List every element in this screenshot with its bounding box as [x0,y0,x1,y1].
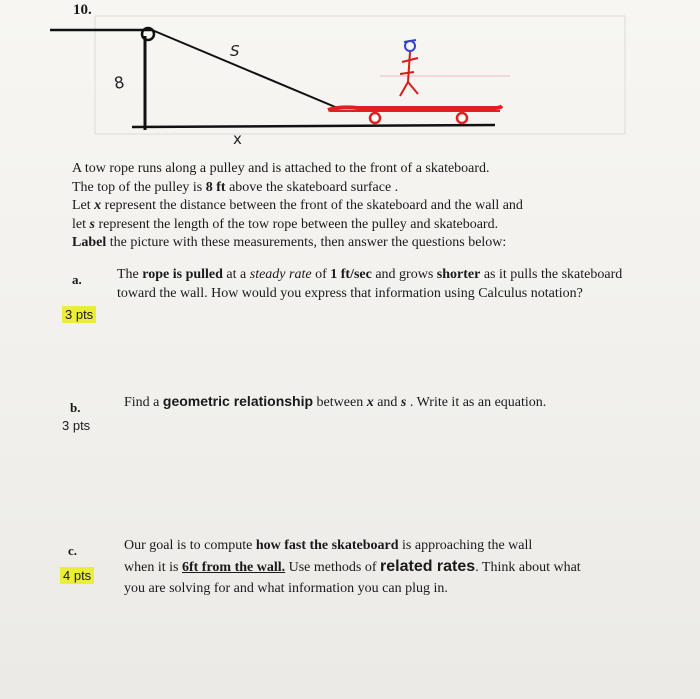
question-a-points: 3 pts [62,306,96,323]
question-a-line-2: toward the wall. How would you express that information using Calculus notation? [117,285,583,301]
intro-line-5: Label the picture with these measurements, then answer the questions below: [72,235,507,250]
question-c-label: c. [68,543,78,558]
question-c-text [124,535,581,599]
question-c-line-1: Our goal is to compute how fast the skateboard is approaching the wall [124,538,533,553]
wheel-back [457,113,467,123]
intro-line-4: let s represent the length of the tow rope between the pulley and skateboard. [72,216,499,232]
label-height-8: 8 [112,72,126,93]
question-c-points: 4 pts [60,567,94,584]
question-b-label: b. [70,400,81,415]
intro-line-2: The top of the pulley is 8 ft above the skateboard surface . [72,179,399,195]
intro-line-3: Let x represent the distance between the front of the skateboard and the wall and [72,198,523,213]
intro-line-1: A tow rope runs along a pulley and is attached to the front of a skateboard. [72,161,490,176]
ground-line [132,125,495,127]
tow-rope [152,30,340,109]
problem-number: 10. [73,2,92,18]
question-a-label: a. [72,272,82,287]
label-rope-s: S [230,42,240,60]
question-c-line-2: when it is 6ft from the wall. Use methods of related rates. Think about what [124,558,581,575]
question-b-line-1: Find a geometric relationship between x and s . Write it as an equation. [124,393,547,410]
skater-figure [400,40,418,96]
skateboard [328,76,510,123]
wheel-front [370,113,380,123]
question-c-line-3: you are solving for and what information you can plug in. [124,581,448,596]
pulley-figure [40,14,630,144]
faint-box [95,16,625,134]
question-b-points: 3 pts [62,418,91,433]
question-a-line-1: The rope is pulled at a steady rate of 1 ft/sec and grows shorter as it pulls the skateboard [117,267,623,282]
question-a-text [117,266,622,303]
question-b-text [124,392,546,413]
problem-intro [72,160,523,253]
label-distance-x: x [233,130,242,144]
